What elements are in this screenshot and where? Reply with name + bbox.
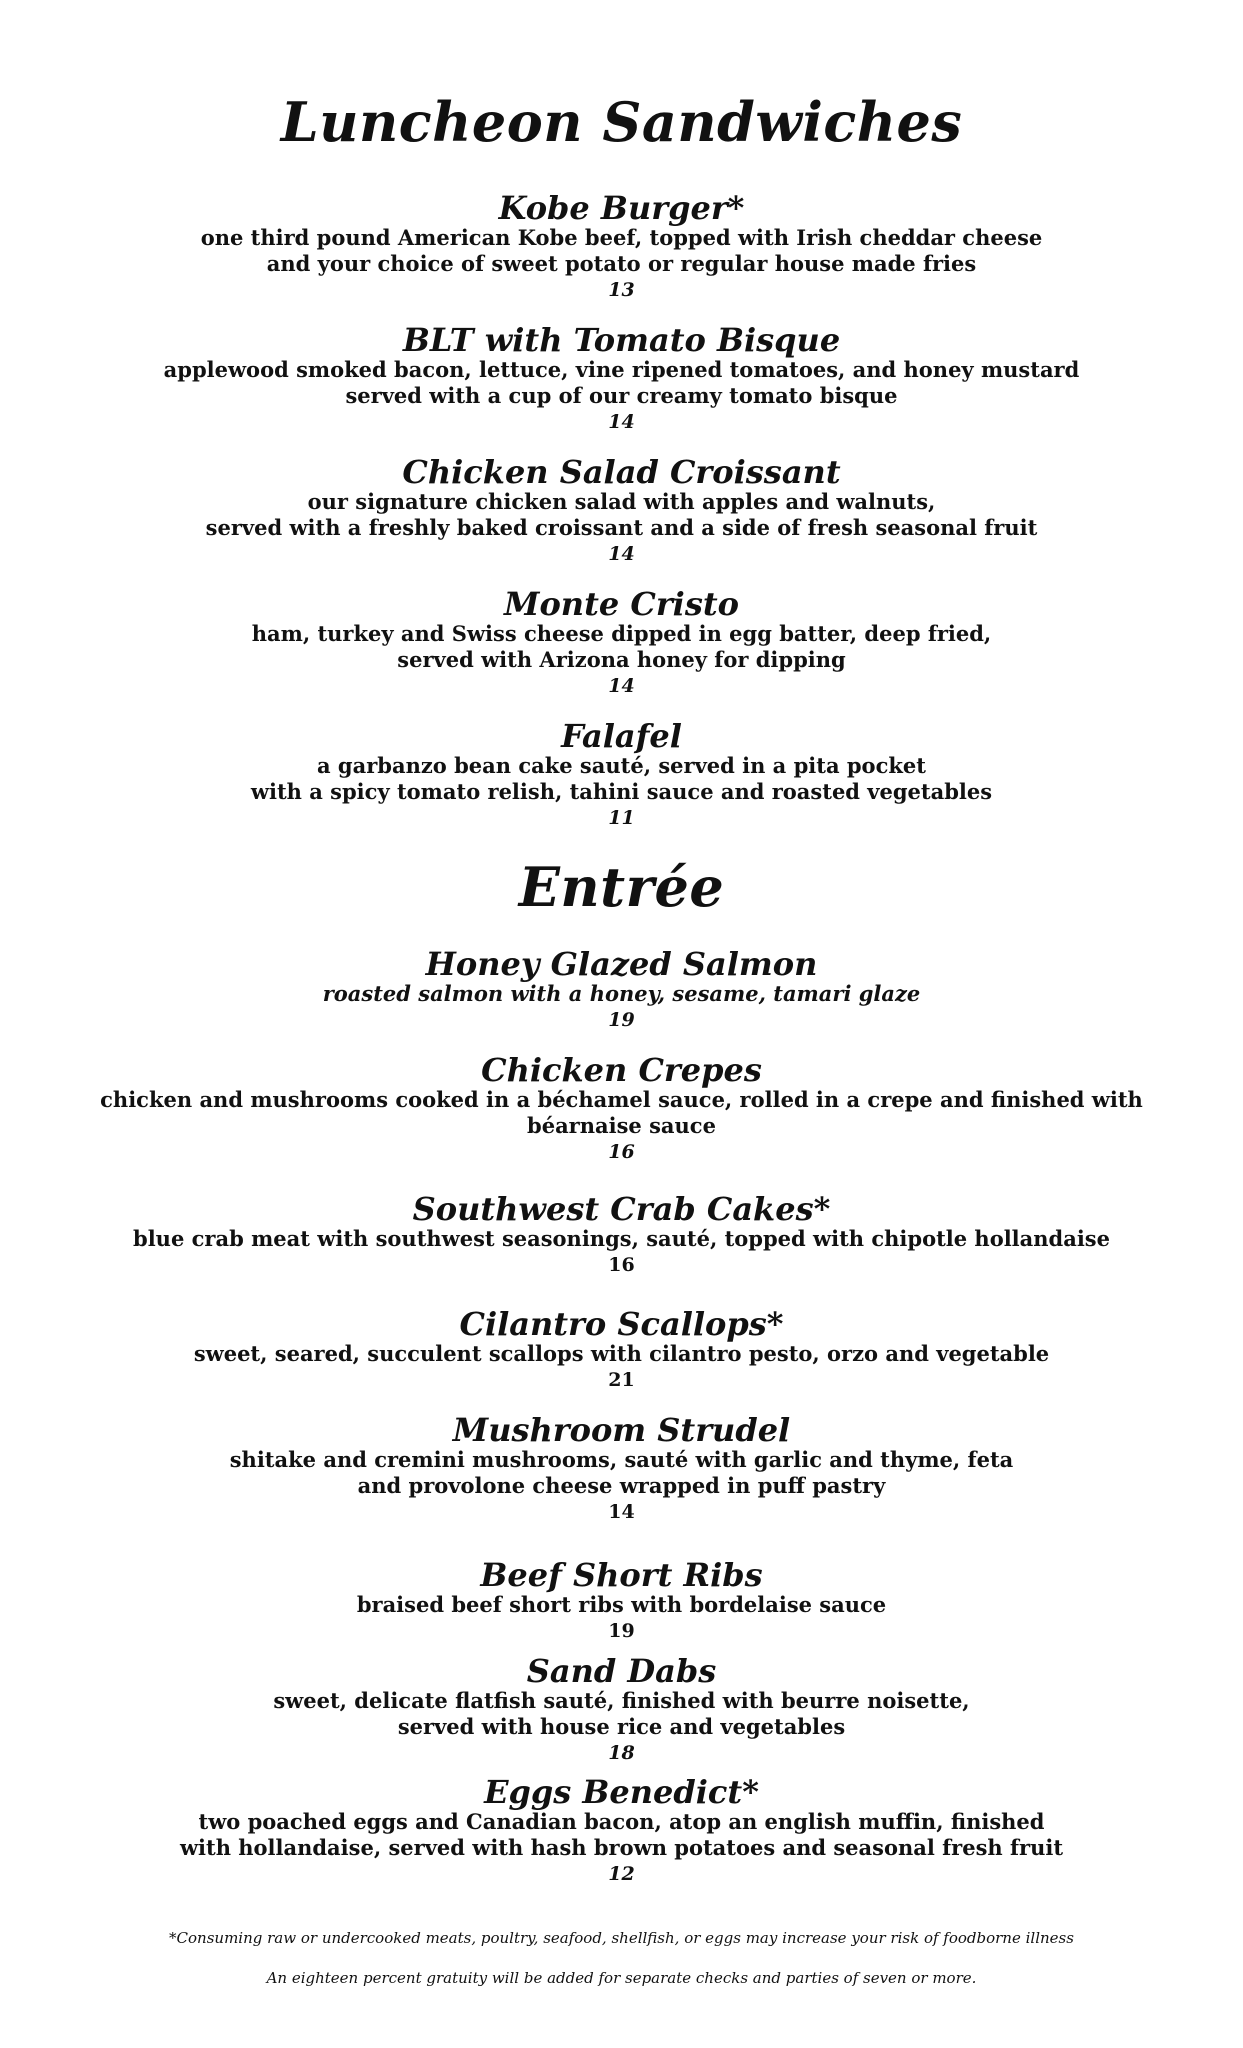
item-price: 14 <box>608 543 635 565</box>
item-price: 19 <box>608 1620 635 1642</box>
item-description: blue crab meat with southwest seasonings, sauté, topped with chipotle hollandaise <box>133 1226 1110 1251</box>
item-name: Chicken Crepes <box>481 1051 762 1089</box>
menu-item-eggs-benedict <box>40 1775 1203 1887</box>
menu-item-beef-short-ribs <box>40 1558 1203 1644</box>
item-description: a garbanzo bean cake sauté, served in a pita pocket with a spicy tomato relish, tahini sauce and roasted vegetables <box>250 753 993 804</box>
item-price: 16 <box>608 1141 635 1163</box>
menu-item-chicken-salad-croissant <box>40 455 1203 567</box>
item-description: braised beef short ribs with bordelaise sauce <box>356 1592 887 1617</box>
menu-item-falafel <box>40 719 1203 831</box>
item-description: ham, turkey and Swiss cheese dipped in egg batter, deep fried, served with Arizona honey for dipping <box>251 621 992 672</box>
item-description: applewood smoked bacon, lettuce, vine ripened tomatoes, and honey mustard served with a cup of our creamy tomato bisque <box>163 357 1080 408</box>
item-price: 18 <box>608 1742 635 1764</box>
item-name: Southwest Crab Cakes* <box>412 1190 831 1228</box>
item-description: sweet, delicate flatfish sauté, finished with beurre noisette, served with house rice and vegetables <box>273 1688 970 1739</box>
menu-item-kobe-burger <box>40 191 1203 303</box>
foodborne-illness-warning: *Consuming raw or undercooked meats, poultry, seafood, shellfish, or eggs may increase your risk of foodborne illness <box>169 1929 1074 1947</box>
item-price: 19 <box>608 1009 635 1031</box>
menu-item-southwest-crab-cakes <box>40 1192 1203 1278</box>
item-name: BLT with Tomato Bisque <box>402 321 841 359</box>
menu-item-monte-cristo <box>40 587 1203 699</box>
item-price: 14 <box>608 411 635 433</box>
item-description: our signature chicken salad with apples and walnuts, served with a freshly baked croissant and a side of fresh seasonal fruit <box>205 489 1038 540</box>
item-price: 12 <box>608 1863 635 1885</box>
item-description: shitake and cremini mushrooms, sauté with garlic and thyme, feta and provolone cheese wrapped in puff pastry <box>229 1447 1014 1498</box>
item-price: 16 <box>608 1254 635 1276</box>
item-name: Chicken Salad Croissant <box>402 453 841 491</box>
item-description: sweet, seared, succulent scallops with cilantro pesto, orzo and vegetable <box>193 1341 1050 1366</box>
item-name: Sand Dabs <box>526 1652 717 1690</box>
item-name: Honey Glazed Salmon <box>425 945 818 983</box>
menu-item-blt <box>40 323 1203 435</box>
item-description: two poached eggs and Canadian bacon, atop an english muffin, finished with hollandaise, served with hash brown potatoes and seasonal fresh fruit <box>179 1809 1064 1860</box>
section-title-sandwiches: Luncheon Sandwiches <box>280 90 963 154</box>
item-name: Falafel <box>561 717 682 755</box>
item-price: 13 <box>608 279 635 301</box>
item-name: Eggs Benedict* <box>484 1773 759 1811</box>
item-name: Monte Cristo <box>504 585 739 623</box>
item-name: Beef Short Ribs <box>480 1556 763 1594</box>
item-name: Kobe Burger* <box>498 189 745 227</box>
section-title-entree: Entrée <box>518 855 725 919</box>
item-description: chicken and mushrooms cooked in a béchamel sauce, rolled in a crepe and finished with béarnaise sauce <box>100 1087 1143 1138</box>
menu-item-honey-glazed-salmon <box>40 947 1203 1033</box>
menu-item-chicken-crepes <box>40 1053 1203 1165</box>
gratuity-note: An eighteen percent gratuity will be added for separate checks and parties of seven or more. <box>266 1969 977 1987</box>
menu-item-mushroom-strudel <box>40 1413 1203 1525</box>
item-name: Mushroom Strudel <box>452 1411 791 1449</box>
item-price: 11 <box>608 807 635 829</box>
item-price: 14 <box>608 675 635 697</box>
item-description: roasted salmon with a honey, sesame, tamari glaze <box>322 981 921 1006</box>
item-price: 21 <box>608 1369 635 1391</box>
menu-item-sand-dabs <box>40 1654 1203 1766</box>
item-price: 14 <box>608 1501 635 1523</box>
menu-item-cilantro-scallops <box>40 1307 1203 1393</box>
item-description: one third pound American Kobe beef, topped with Irish cheddar cheese and your choice of sweet potato or regular house made fries <box>200 225 1043 276</box>
item-name: Cilantro Scallops* <box>459 1305 784 1343</box>
